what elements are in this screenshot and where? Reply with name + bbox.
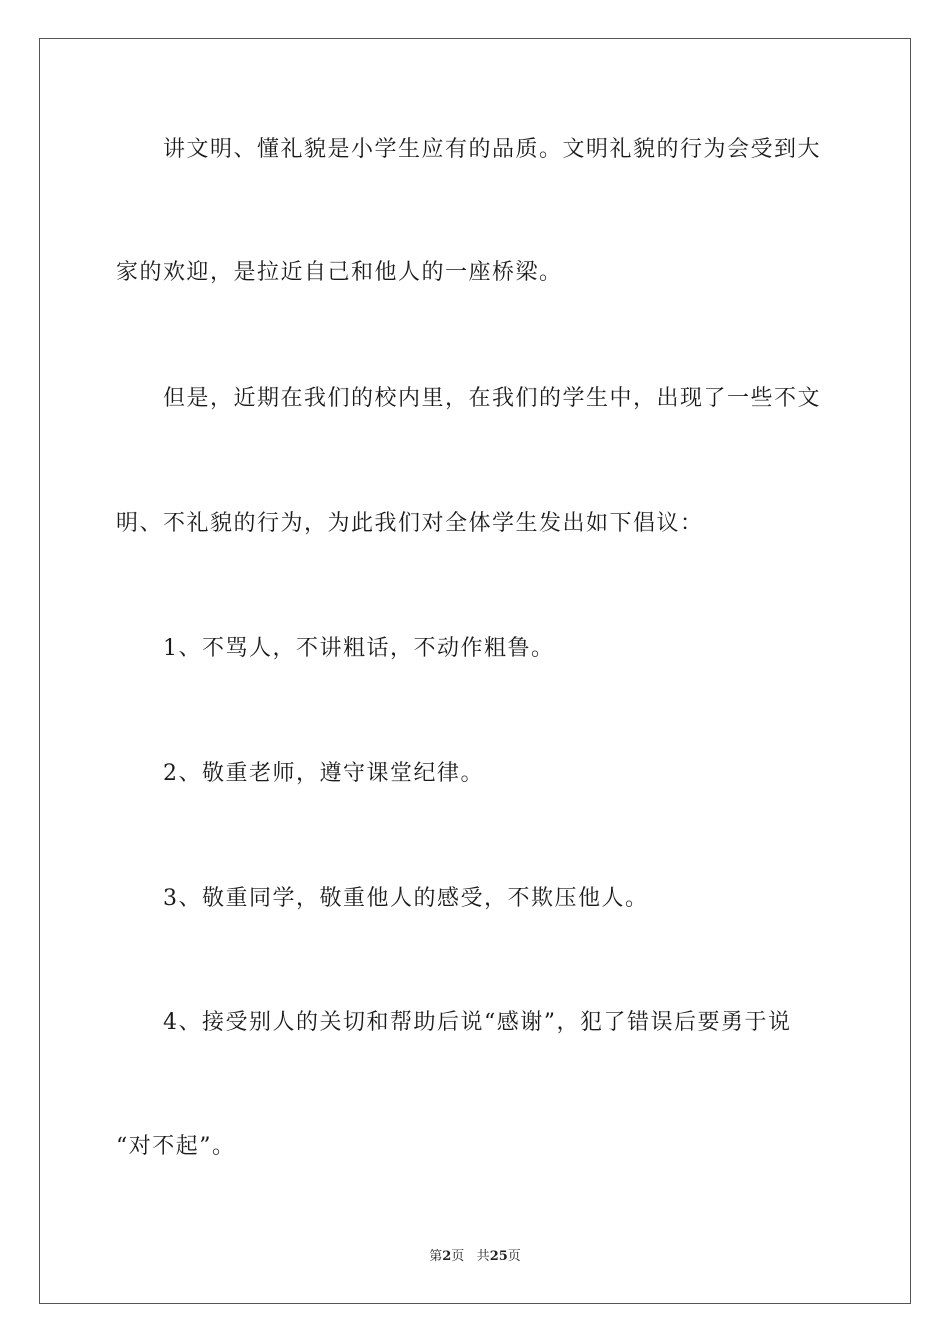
page-prefix: 第 — [429, 1249, 443, 1264]
total-prefix: 共 — [476, 1249, 490, 1264]
page-border — [39, 38, 911, 1304]
paragraph-2-line-1: 但是，近期在我们的校内里，在我们的学生中，出现了一些不文 — [163, 386, 822, 411]
item-1: 1、不骂人，不讲粗话，不动作粗鲁。 — [163, 636, 555, 661]
paragraph-1-line-2: 家的欢迎，是拉近自己和他人的一座桥梁。 — [116, 260, 563, 285]
total-pages: 25 — [489, 1249, 508, 1264]
paragraph-2-line-2: 明、不礼貌的行为，为此我们对全体学生发出如下倡议： — [116, 511, 704, 536]
page-footer — [0, 1245, 950, 1264]
item-2: 2、敬重老师，遵守课堂纪律。 — [163, 761, 484, 786]
paragraph-1-line-1: 讲文明、懂礼貌是小学生应有的品质。文明礼貌的行为会受到大 — [163, 137, 822, 162]
item-3: 3、敬重同学，敬重他人的感受，不欺压他人。 — [163, 886, 649, 911]
item-4-line-1: 4、接受别人的关切和帮助后说“感谢”，犯了错误后要勇于说 — [163, 1010, 792, 1035]
page-number: 2 — [442, 1249, 452, 1264]
item-4-line-2: “对不起”。 — [116, 1134, 236, 1159]
total-suffix: 页 — [507, 1249, 521, 1264]
page-suffix: 页 — [451, 1249, 465, 1264]
